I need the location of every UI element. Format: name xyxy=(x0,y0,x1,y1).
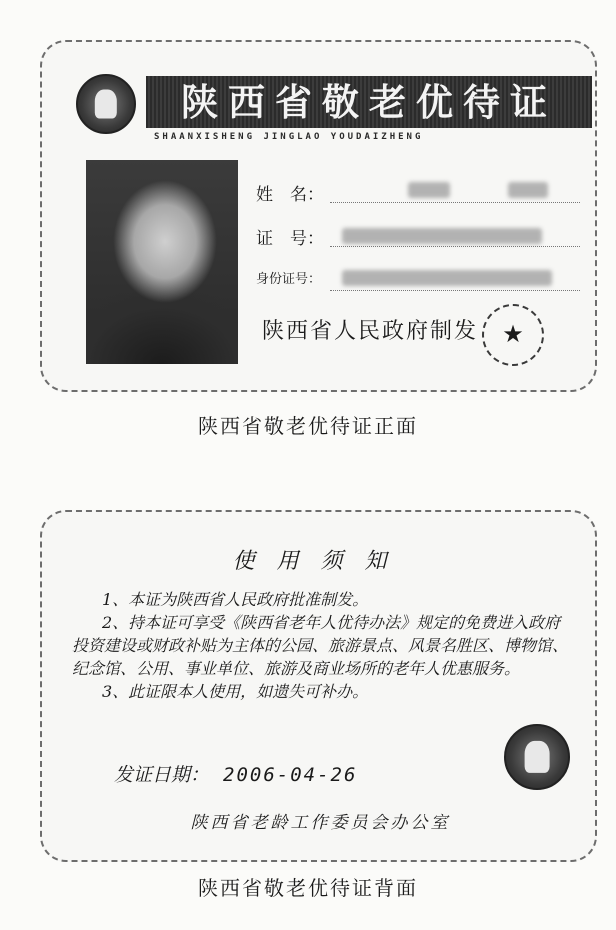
front-issuer: 陕西省人民政府制发 xyxy=(262,319,479,344)
back-heading: 使用须知 xyxy=(232,549,409,574)
id-number-underline xyxy=(330,290,580,291)
issue-date-row xyxy=(114,760,357,787)
cert-number-redacted xyxy=(342,228,542,244)
name-redacted-2 xyxy=(508,182,548,198)
notes-list xyxy=(72,588,572,703)
id-number-label: 身份证号： xyxy=(256,272,322,287)
note-item: 3、此证限本人使用，如遗失可补办。 xyxy=(102,682,369,701)
issue-date-label: 发证日期： xyxy=(114,764,210,786)
id-number-field xyxy=(256,268,322,287)
seal-star-icon: ★ xyxy=(502,320,524,348)
front-caption: 陕西省敬老优待证正面 xyxy=(198,414,418,438)
cert-number-label: 证 号： xyxy=(256,229,324,249)
back-emblem-icon xyxy=(504,724,570,790)
card-back xyxy=(40,510,597,862)
back-caption: 陕西省敬老优待证背面 xyxy=(198,876,418,900)
id-number-redacted xyxy=(342,270,552,286)
issue-date-value: 2006-04-26 xyxy=(223,764,358,786)
cert-number-field xyxy=(256,224,324,249)
name-field xyxy=(256,180,324,205)
official-seal xyxy=(482,304,544,366)
cert-number-underline xyxy=(330,246,580,247)
note-item: 2、持本证可享受《陕西省老年人优待办法》规定的免费进入政府投资建设或财政补贴为主体的公园、旅游景点、风景名胜区、博物馆、纪念馆、公用、事业单位、旅游及商业场所的老年人优惠服务。 xyxy=(72,613,569,678)
emblem-icon xyxy=(76,74,136,134)
card-title-pinyin: SHAANXISHENG JINGLAO YOUDAIZHENG xyxy=(154,132,424,142)
card-title: 陕西省敬老优待证 xyxy=(146,76,592,128)
name-label: 姓 名： xyxy=(256,185,324,205)
name-redacted xyxy=(408,182,450,198)
note-item: 1、本证为陕西省人民政府批准制发。 xyxy=(102,590,369,609)
card-front xyxy=(40,40,597,392)
name-underline xyxy=(330,202,580,203)
holder-photo xyxy=(86,160,238,364)
back-issuer: 陕西省老龄工作委员会办公室 xyxy=(190,813,451,833)
